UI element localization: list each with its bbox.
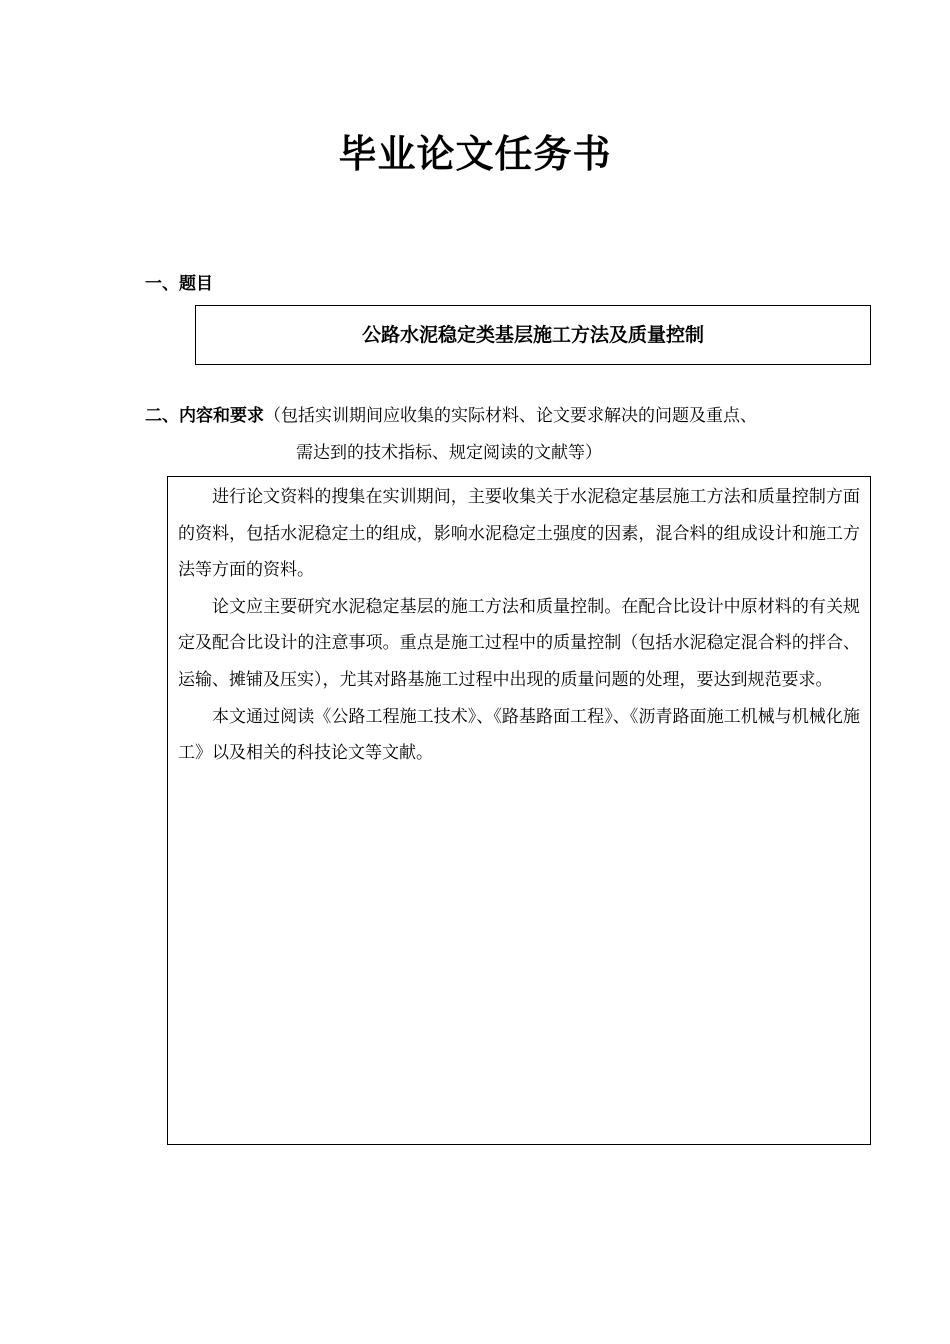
topic-box	[195, 305, 871, 365]
content-paragraph: 进行论文资料的搜集在实训期间，主要收集关于水泥稳定基层施工方法和质量控制方面的资料，包括水泥稳定土的组成，影响水泥稳定土强度的因素，混合料的组成设计和施工方法等方面的资料。	[178, 487, 860, 581]
thesis-topic: 公路水泥稳定类基层施工方法及质量控制	[361, 324, 704, 346]
section-heading-topic: 一、题目	[145, 274, 213, 294]
content-requirements-box	[167, 476, 871, 1145]
section-heading-content-label: 二、内容和要求	[145, 406, 264, 426]
section-heading-content	[145, 404, 757, 428]
section-note-line2: 需达到的技术指标、规定阅读的文献等）	[296, 443, 602, 463]
content-paragraph: 论文应主要研究水泥稳定基层的施工方法和质量控制。在配合比设计中原材料的有关规定及配合比设计的注意事项。重点是施工过程中的质量控制（包括水泥稳定混合料的拌合、运输、摊铺及压实），尤其对路基施工过程中出现的质量问题的处理，要达到规范要求。	[178, 596, 860, 690]
document-title: 毕业论文任务书	[338, 132, 612, 176]
section-note-line1: （包括实训期间应收集的实际材料、论文要求解决的问题及重点、	[264, 406, 757, 426]
content-paragraph: 本文通过阅读《公路工程施工技术》、《路基路面工程》、《沥青路面施工机械与机械化施工》以及相关的科技论文等文献。	[178, 706, 860, 764]
